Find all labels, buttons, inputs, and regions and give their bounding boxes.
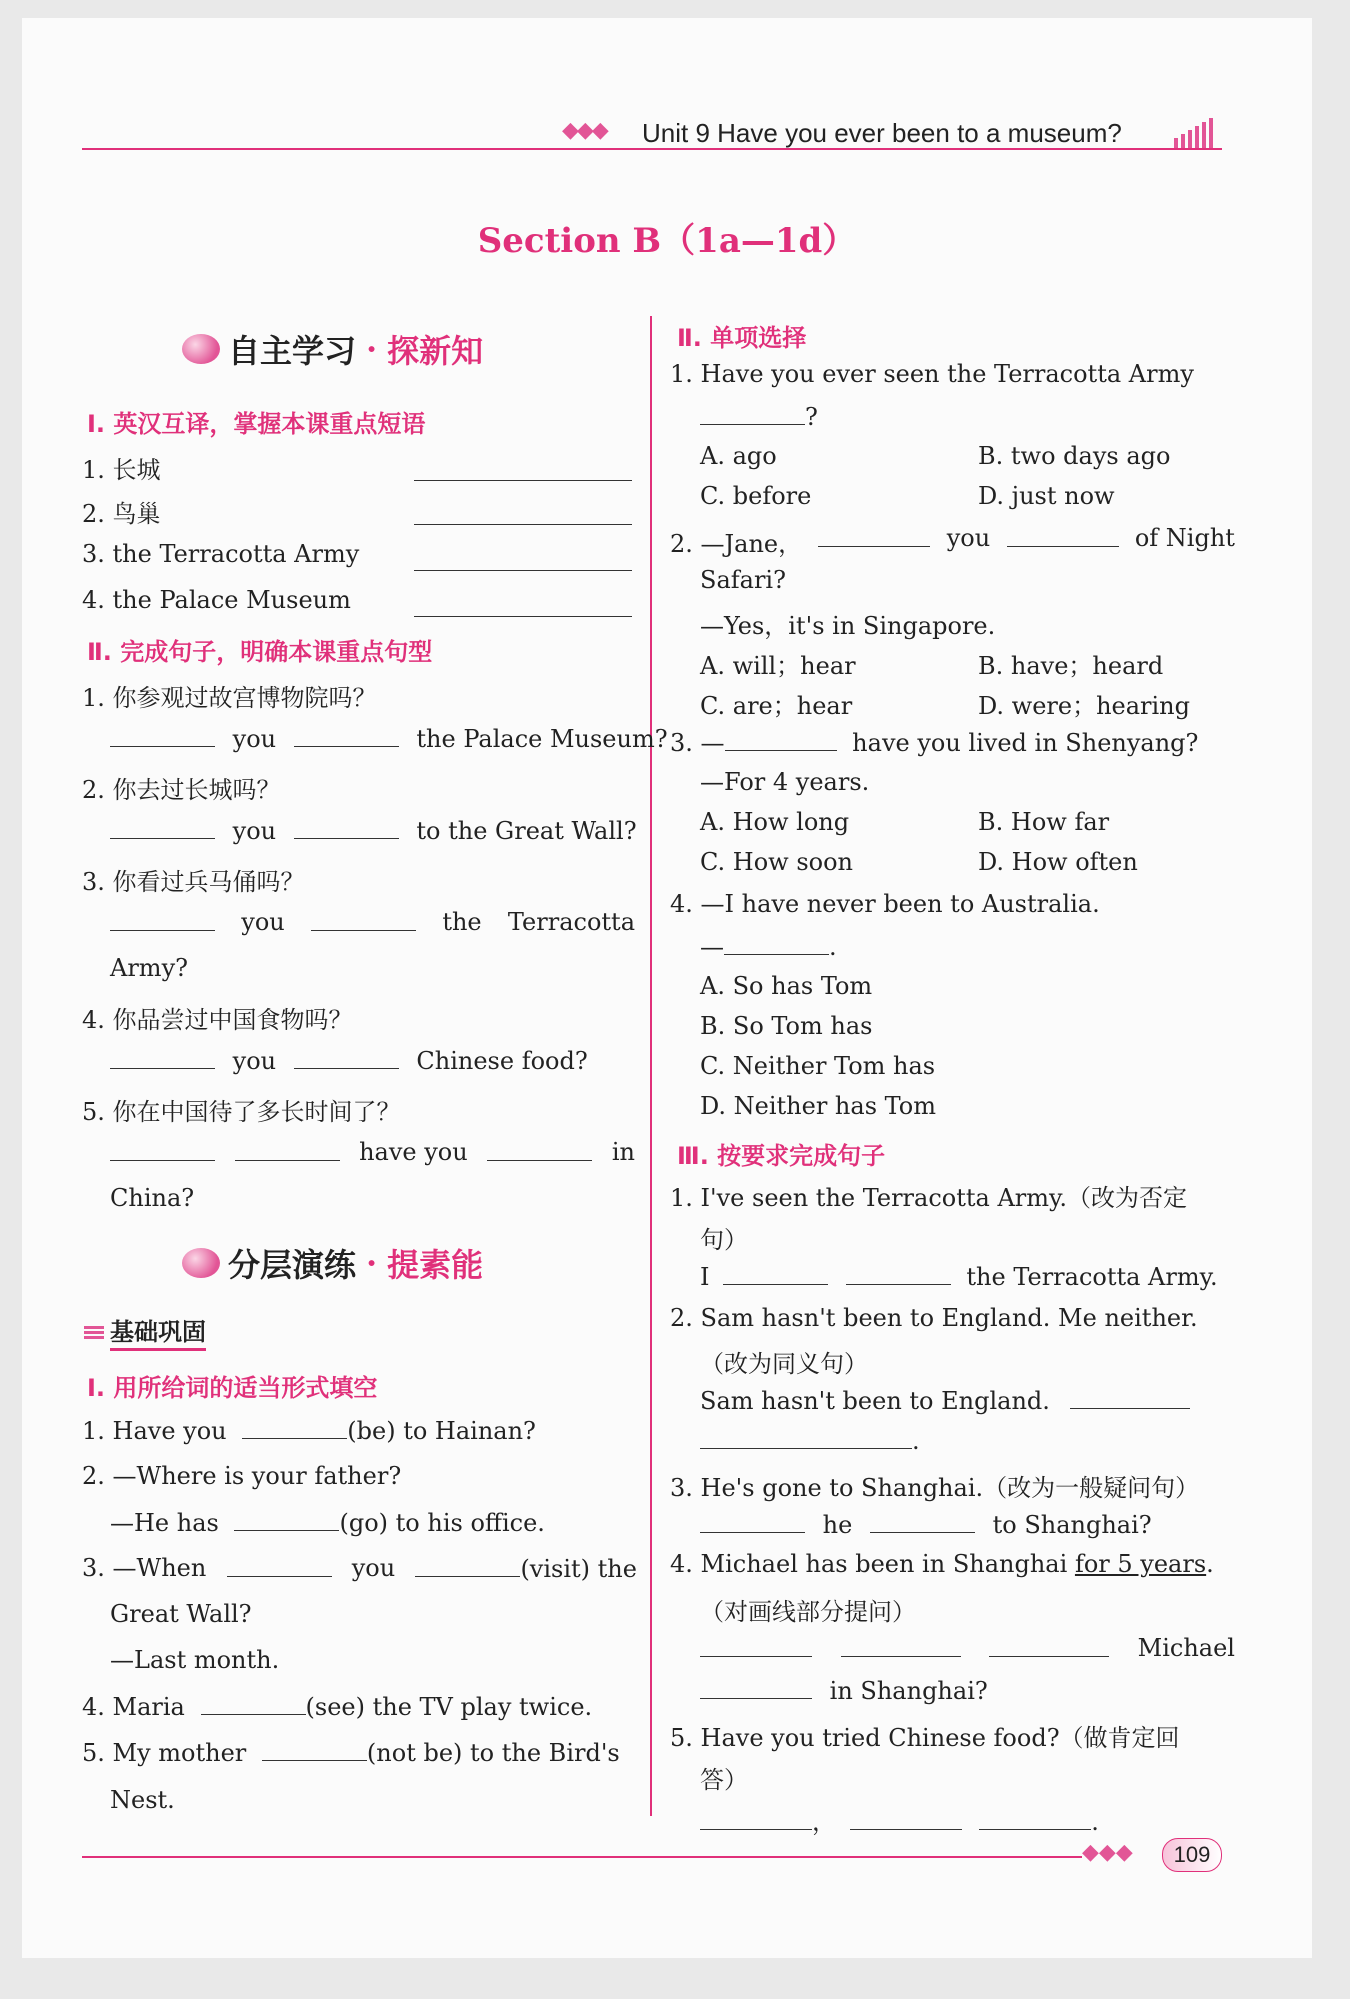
signal-bars-icon <box>1172 114 1222 148</box>
banner-label-accent: 探新知 <box>387 332 484 370</box>
underlined-phrase: for 5 years <box>1074 1550 1207 1578</box>
fill-line <box>700 1386 1190 1415</box>
answer-blank[interactable] <box>110 908 215 931</box>
option[interactable]: A. will；hear <box>700 652 856 680</box>
word: he <box>822 1511 853 1539</box>
phrase-item: 4. the Palace Museum <box>82 586 351 614</box>
answer-blank[interactable] <box>850 1807 962 1830</box>
fill-line <box>700 402 818 431</box>
section-title: Ⅰ. 用所给词的适当形式填空 <box>87 1374 378 1402</box>
fill-line <box>670 524 1235 559</box>
fill-line <box>110 1508 545 1537</box>
answer-blank[interactable] <box>110 724 215 747</box>
page-title: Section B（1a—1d） <box>477 221 857 261</box>
fill-line <box>110 724 668 753</box>
banner-dot: · <box>366 1244 378 1282</box>
option[interactable]: C. How soon <box>700 848 853 876</box>
word: 5. My mother <box>82 1739 247 1767</box>
word: 1. Have you <box>82 1417 227 1445</box>
footer-diamond-icon: ◆◆◆ <box>1082 1840 1133 1865</box>
answer-blank[interactable] <box>989 1634 1109 1657</box>
question-text: 3. 你看过兵马俑吗？ <box>82 868 305 896</box>
phrase-item: 1. 长城 <box>82 456 161 484</box>
answer-blank[interactable] <box>110 1046 215 1069</box>
word: the Terracotta Army. <box>966 1263 1218 1291</box>
banner-practice <box>182 1240 483 1286</box>
option[interactable]: C. Neither Tom has <box>700 1052 936 1080</box>
question-text: 答） <box>700 1766 748 1794</box>
header-diamond-icon: ◆◆◆ <box>562 118 607 143</box>
answer-blank[interactable] <box>700 1510 805 1533</box>
answer-blank[interactable] <box>110 1138 215 1161</box>
answer-blank[interactable] <box>846 1262 951 1285</box>
question-text: Nest. <box>110 1786 175 1814</box>
word: — <box>700 933 724 961</box>
option[interactable]: B. How far <box>978 808 1110 836</box>
answer-blank[interactable] <box>700 1807 812 1830</box>
pink-ball-icon <box>182 1248 220 1278</box>
question-text: （改为同义句） <box>700 1350 868 1378</box>
fill-line <box>670 728 1198 757</box>
answer-blank[interactable] <box>487 1138 592 1161</box>
fill-line <box>82 1738 620 1767</box>
option[interactable]: B. have；heard <box>978 652 1164 680</box>
answer-blank[interactable] <box>234 1508 339 1531</box>
answer-blank[interactable] <box>294 816 399 839</box>
word: 3. —When <box>82 1554 207 1582</box>
page-number: 109 <box>1162 1838 1222 1872</box>
option[interactable]: B. two days ago <box>978 442 1171 470</box>
answer-blank[interactable] <box>725 728 837 751</box>
fill-line <box>110 816 637 845</box>
option[interactable]: D. were；hearing <box>978 692 1191 720</box>
word: . <box>829 933 837 961</box>
word: you <box>241 908 285 936</box>
fill-line <box>700 932 837 961</box>
answer-blank[interactable] <box>979 1807 1091 1830</box>
word: you <box>232 817 277 845</box>
option[interactable]: A. ago <box>700 442 777 470</box>
word: —He has <box>110 1509 219 1537</box>
answer-blank[interactable] <box>700 1426 912 1449</box>
option[interactable]: A. So has Tom <box>700 972 873 1000</box>
question-text: 2. —Where is your father? <box>82 1462 402 1490</box>
word: you <box>232 725 277 753</box>
word: in <box>611 1138 635 1166</box>
fill-line <box>82 1692 592 1721</box>
answer-blank[interactable] <box>818 524 930 547</box>
word: ， <box>812 1808 836 1836</box>
footer-rule <box>82 1856 1082 1858</box>
answer-blank[interactable] <box>294 724 399 747</box>
fill-line <box>82 1416 536 1445</box>
basic-heading <box>84 1312 206 1347</box>
section-title: Ⅲ. 按要求完成句子 <box>677 1142 886 1170</box>
answer-blank[interactable] <box>414 594 632 617</box>
word: 2. —Jane， <box>670 530 803 558</box>
book-stack-icon <box>84 1326 104 1340</box>
fill-line <box>82 1554 637 1583</box>
answer-blank[interactable] <box>294 1046 399 1069</box>
section-title: Ⅰ. 英汉互译，掌握本课重点短语 <box>87 410 426 438</box>
answer-blank[interactable] <box>1070 1386 1190 1409</box>
unit-title: Unit 9 Have you ever been to a museum? <box>642 118 1122 148</box>
word: to the Great Wall? <box>416 817 637 845</box>
word: 4. Michael has been in Shanghai <box>670 1550 1068 1578</box>
word: (visit) the <box>520 1555 637 1583</box>
header-rule <box>82 148 1222 150</box>
answer-blank[interactable] <box>870 1510 975 1533</box>
answer-blank[interactable] <box>110 816 215 839</box>
question-text: 2. Sam hasn't been to England. Me neither. <box>670 1304 1198 1332</box>
phrase-item: 2. 鸟巢 <box>82 500 161 528</box>
word: have you lived in Shenyang? <box>852 729 1199 757</box>
word: . <box>1206 1550 1214 1578</box>
word: in Shanghai? <box>829 1677 988 1705</box>
answer-blank[interactable] <box>235 1138 340 1161</box>
question-text: 1. I've seen the Terracotta Army.（改为否定 <box>670 1184 1188 1212</box>
word: Terracotta <box>507 908 635 936</box>
fill-line <box>700 1676 988 1705</box>
question-text: 1. Have you ever seen the Terracotta Army <box>670 360 1194 388</box>
workbook-page <box>22 18 1312 1958</box>
word: you <box>351 1554 396 1582</box>
answer-blank[interactable] <box>700 402 805 425</box>
word: ? <box>805 403 818 431</box>
fill-line <box>700 1262 1218 1291</box>
word: you <box>232 1047 277 1075</box>
banner-label: 分层演练 <box>228 1246 357 1284</box>
question-text: 2. 你去过长城吗？ <box>82 776 281 804</box>
question-text: 5. Have you tried Chinese food?（做肯定回 <box>670 1724 1180 1752</box>
question-text: —Yes，it's in Singapore. <box>700 612 996 640</box>
option[interactable]: D. just now <box>978 482 1115 510</box>
banner-dot: · <box>366 330 378 368</box>
answer-blank[interactable] <box>227 1554 332 1577</box>
question-text: 5. 你在中国待了多长时间了？ <box>82 1098 401 1126</box>
answer-blank[interactable] <box>311 908 416 931</box>
word: (not be) to the Bird's <box>366 1739 620 1767</box>
word: the <box>442 908 482 936</box>
question-text: 句） <box>700 1226 748 1254</box>
fill-line <box>110 1046 588 1075</box>
answer-blank[interactable] <box>414 502 632 525</box>
word: Chinese food? <box>416 1047 588 1075</box>
answer-blank[interactable] <box>700 1634 812 1657</box>
word: 3. — <box>670 729 725 757</box>
question-text: —For 4 years. <box>700 768 870 796</box>
answer-blank[interactable] <box>414 458 632 481</box>
word: 4. Maria <box>82 1693 185 1721</box>
pink-ball-icon <box>182 334 220 364</box>
banner-label: 自主学习 <box>228 332 357 370</box>
question-text: China? <box>110 1184 195 1212</box>
option[interactable]: C. before <box>700 482 812 510</box>
word: Sam hasn't been to England. <box>700 1387 1050 1415</box>
question-text: 1. 你参观过故宫博物院吗？ <box>82 684 377 712</box>
word: you <box>946 524 991 552</box>
fill-line <box>700 1426 920 1455</box>
answer-blank[interactable] <box>201 1692 306 1715</box>
question-text: 3. He's gone to Shanghai.（改为一般疑问句） <box>670 1474 1200 1502</box>
section-title: Ⅱ. 单项选择 <box>677 324 807 352</box>
option[interactable]: C. are；hear <box>700 692 853 720</box>
fill-line <box>110 1138 635 1166</box>
fill-line <box>700 1634 1235 1662</box>
fill-line <box>700 1802 1099 1837</box>
option[interactable]: B. So Tom has <box>700 1012 873 1040</box>
banner-label-accent: 提素能 <box>387 1246 484 1284</box>
word: . <box>1091 1808 1099 1836</box>
banner-self-study <box>182 326 483 372</box>
answer-blank[interactable] <box>700 1676 812 1699</box>
section-title: Ⅱ. 完成句子，明确本课重点句型 <box>87 638 433 666</box>
word: (see) the TV play twice. <box>305 1693 593 1721</box>
question-text: Safari? <box>700 566 786 594</box>
basic-label: 基础巩固 <box>110 1318 206 1351</box>
question-text: （对画线部分提问） <box>700 1598 916 1626</box>
question-text: 4. —I have never been to Australia. <box>670 890 1100 918</box>
answer-blank[interactable] <box>262 1738 367 1761</box>
fill-line <box>110 908 635 936</box>
word: the Palace Museum? <box>416 725 668 753</box>
word: (be) to Hainan? <box>347 1417 536 1445</box>
word: Michael <box>1137 1634 1235 1662</box>
answer-blank[interactable] <box>841 1634 961 1657</box>
word: I <box>700 1263 710 1291</box>
option[interactable]: D. How often <box>978 848 1138 876</box>
fill-line <box>670 1550 1214 1578</box>
question-text: 4. 你品尝过中国食物吗？ <box>82 1006 353 1034</box>
word: (go) to his office. <box>339 1509 545 1537</box>
answer-blank[interactable] <box>242 1416 347 1439</box>
word: . <box>912 1427 920 1455</box>
question-text: —Last month. <box>110 1646 280 1674</box>
word: to Shanghai? <box>992 1511 1152 1539</box>
option[interactable]: A. How long <box>700 808 850 836</box>
word: have you <box>359 1138 468 1166</box>
answer-blank[interactable] <box>415 1554 520 1577</box>
column-divider <box>650 316 652 1816</box>
answer-blank[interactable] <box>414 548 632 571</box>
question-text: Army? <box>110 954 188 982</box>
phrase-item: 3. the Terracotta Army <box>82 540 360 568</box>
answer-blank[interactable] <box>724 932 829 955</box>
answer-blank[interactable] <box>723 1262 828 1285</box>
fill-line <box>700 1510 1152 1539</box>
word: of Night <box>1134 524 1235 552</box>
option[interactable]: D. Neither has Tom <box>700 1092 936 1120</box>
question-text: Great Wall? <box>110 1600 252 1628</box>
answer-blank[interactable] <box>1007 524 1119 547</box>
